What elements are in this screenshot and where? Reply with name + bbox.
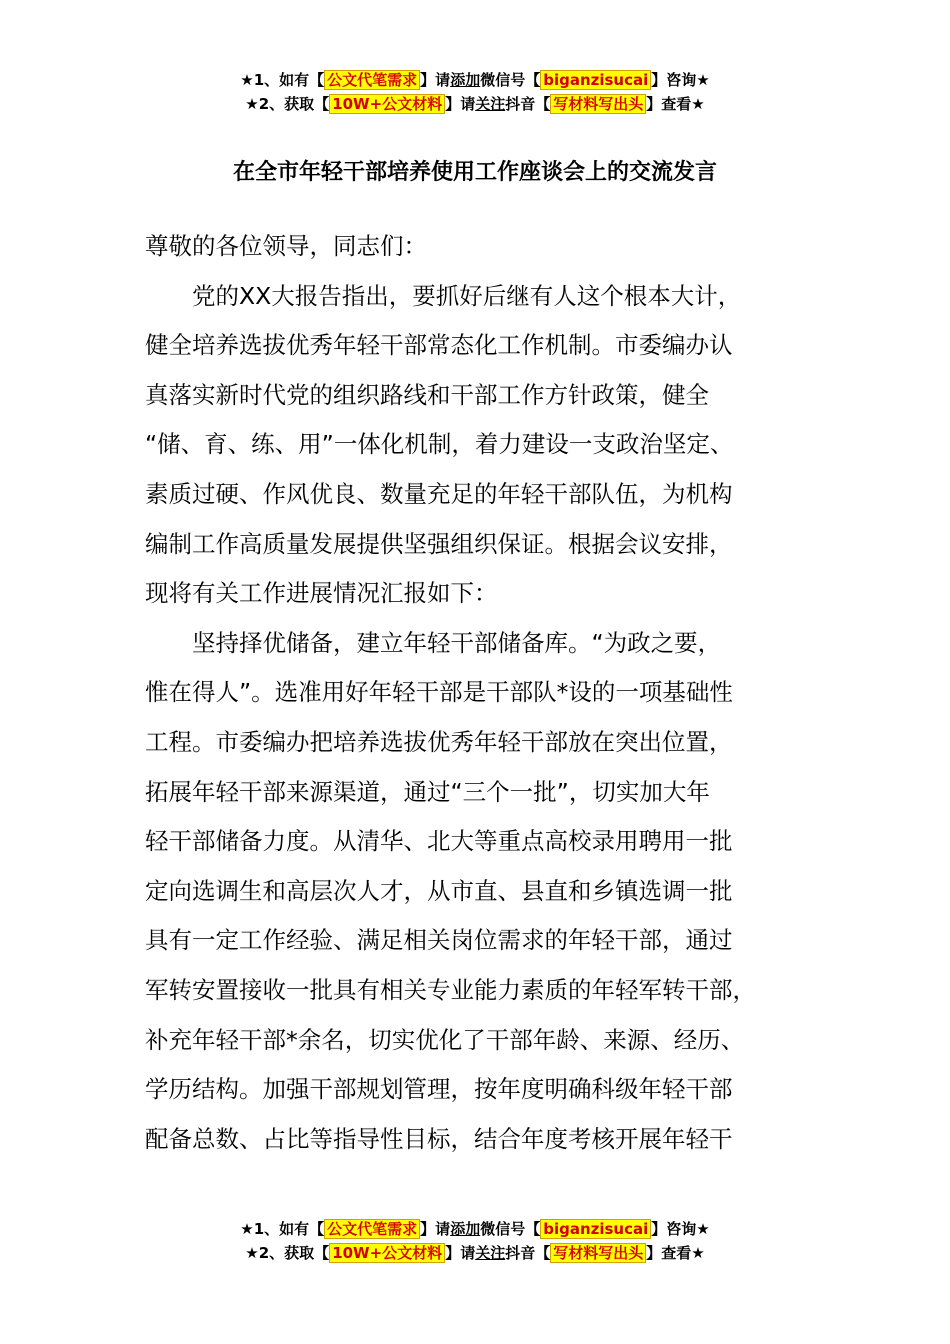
- body-line: “储、育、练、用”一体化机制，着力建设一支政治坚定、: [145, 430, 734, 459]
- body-line: 惟在得人”。选准用好年轻干部是干部队*设的一项基础性: [145, 678, 733, 707]
- banner-text: 微信号【: [480, 71, 541, 89]
- banner-emphasis: 添加: [450, 1220, 481, 1238]
- banner-highlight: 写材料写出头: [550, 1243, 646, 1263]
- banner-text: 】查看★: [646, 95, 705, 113]
- body-line: 拓展年轻干部来源渠道，通过“三个一批”，切实加大年: [145, 777, 710, 806]
- body-line: 健全培养选拔优秀年轻干部常态化工作机制。市委编办认: [145, 331, 733, 360]
- banner-text: 】请: [445, 95, 476, 113]
- banner-highlight: biganzisucai: [540, 1219, 651, 1239]
- banner-text: 】咨询★: [651, 71, 710, 89]
- body-line: 补充年轻干部*余名，切实优化了干部年龄、来源、经历、: [145, 1025, 745, 1054]
- body-line: 真落实新时代党的组织路线和干部工作方针政策，健全: [145, 380, 709, 409]
- banner-text: 微信号【: [480, 1220, 541, 1238]
- banner-emphasis: 关注: [475, 1244, 506, 1262]
- banner-highlight: 10W+公文材料: [329, 1243, 445, 1263]
- document-title: 在全市年轻干部培养使用工作座谈会上的交流发言: [232, 160, 717, 185]
- body-line: 配备总数、占比等指导性目标，结合年度考核开展年轻干: [145, 1124, 733, 1153]
- banner-highlight: 公文代笔需求: [324, 1219, 420, 1239]
- banner-line-1: [0, 1217, 950, 1241]
- body-line: 现将有关工作进展情况汇报如下：: [145, 579, 498, 608]
- body-line: 工程。市委编办把培养选拔优秀年轻干部放在突出位置，: [145, 727, 733, 756]
- footer-banner: [0, 1217, 950, 1265]
- body-line: 学历结构。加强干部规划管理，按年度明确科级年轻干部: [145, 1075, 733, 1104]
- banner-text: ★1、如有【: [240, 1220, 325, 1238]
- banner-emphasis: 添加: [450, 71, 481, 89]
- banner-text: ★2、获取【: [245, 1244, 330, 1262]
- banner-text: 】请: [445, 1244, 476, 1262]
- banner-line-2: [0, 1241, 950, 1265]
- banner-text: 】查看★: [646, 1244, 705, 1262]
- banner-text: 】咨询★: [651, 1220, 710, 1238]
- banner-line-2: [0, 92, 950, 116]
- banner-text: 】请: [420, 1220, 451, 1238]
- banner-text: 】请: [420, 71, 451, 89]
- banner-highlight: biganzisucai: [540, 70, 651, 90]
- banner-emphasis: 关注: [475, 95, 506, 113]
- header-banner: [0, 68, 950, 116]
- banner-text: ★2、获取【: [245, 95, 330, 113]
- body-line: 尊敬的各位领导，同志们：: [145, 232, 427, 260]
- body-line: 轻干部储备力度。从清华、北大等重点高校录用聘用一批: [145, 827, 733, 856]
- banner-highlight: 写材料写出头: [550, 94, 646, 114]
- body-line: 坚持择优储备，建立年轻干部储备库。“为政之要，: [145, 628, 722, 657]
- body-line: 党的XX大报告指出，要抓好后继有人这个根本大计，: [145, 281, 742, 310]
- banner-text: 抖音【: [505, 1244, 551, 1262]
- banner-highlight: 公文代笔需求: [324, 70, 420, 90]
- body-line: 军转安置接收一批具有相关专业能力素质的年轻军转干部，: [145, 975, 756, 1004]
- body-line: 定向选调生和高层次人才，从市直、县直和乡镇选调一批: [145, 876, 733, 905]
- body-line: 具有一定工作经验、满足相关岗位需求的年轻干部，通过: [145, 926, 733, 955]
- banner-line-1: [0, 68, 950, 92]
- banner-text: 抖音【: [505, 95, 551, 113]
- document-body: [145, 222, 805, 1164]
- body-line: 素质过硬、作风优良、数量充足的年轻干部队伍，为机构: [145, 479, 733, 508]
- body-line: 编制工作高质量发展提供坚强组织保证。根据会议安排，: [145, 529, 733, 558]
- banner-highlight: 10W+公文材料: [329, 94, 445, 114]
- banner-text: ★1、如有【: [240, 71, 325, 89]
